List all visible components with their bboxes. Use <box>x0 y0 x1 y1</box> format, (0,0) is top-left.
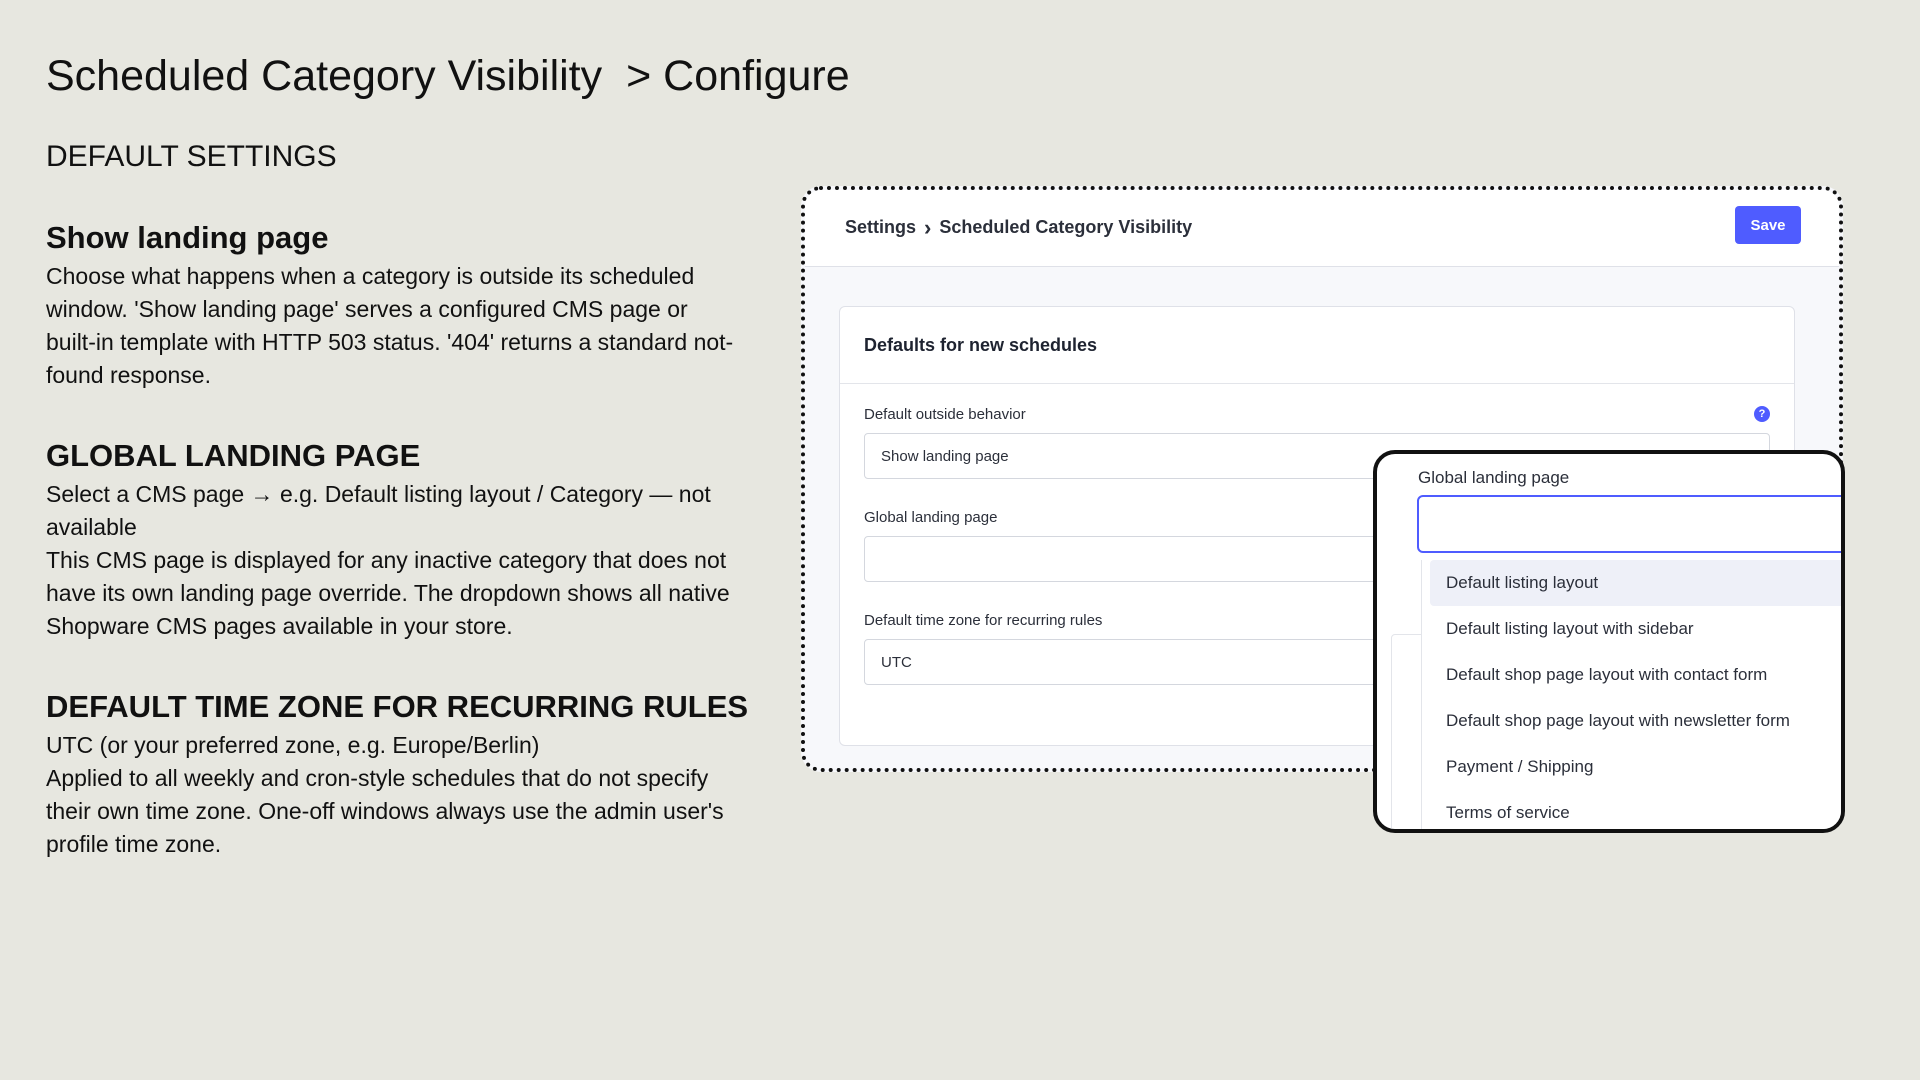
outside-behavior-select[interactable]: Show landing page <box>864 433 1770 479</box>
field-label: Global landing page <box>864 509 998 526</box>
section-label: DEFAULT SETTINGS <box>46 140 337 173</box>
field-label: Default time zone for recurring rules <box>864 612 1103 629</box>
dropdown-option[interactable]: Payment / Shipping <box>1446 757 1594 776</box>
block-heading: Show landing page <box>46 220 329 255</box>
block-show-landing-page <box>46 220 766 392</box>
chevron-right-icon: › <box>924 214 932 240</box>
block-default-time-zone <box>46 689 766 861</box>
block-line: have its own landing page override. The dropdown shows all native <box>46 580 730 606</box>
block-line: Select a CMS page → e.g. Default listing layout / Category — not <box>46 481 711 507</box>
dropdown-option[interactable]: Terms of service <box>1446 803 1570 822</box>
block-line: window. 'Show landing page' serves a configured CMS page or <box>46 296 688 322</box>
block-text <box>46 260 766 392</box>
block-line: This CMS page is displayed for any inactive category that does not <box>46 547 727 573</box>
block-line: built-in template with HTTP 503 status. '404' returns a standard not- <box>46 329 734 355</box>
dropdown-option[interactable]: Default listing layout <box>1430 560 1845 606</box>
block-line: UTC (or your preferred zone, e.g. Europe/Berlin) <box>46 732 540 758</box>
breadcrumb-settings[interactable]: Settings <box>845 217 917 237</box>
dropdown-label: Global landing page <box>1418 468 1570 487</box>
field-label: Default outside behavior <box>864 406 1026 423</box>
page-title <box>46 52 850 101</box>
help-icon[interactable]: ? <box>1754 406 1770 422</box>
panel-title: Defaults for new schedules <box>840 307 1794 384</box>
dropdown-options <box>1421 560 1845 833</box>
dropdown-option[interactable]: Default shop page layout with contact form <box>1446 665 1768 684</box>
dropdown-zoom-callout <box>1373 450 1845 833</box>
time-zone-select[interactable]: UTC <box>864 639 1770 685</box>
block-text <box>46 478 766 643</box>
dropdown-option[interactable]: Default listing layout with sidebar <box>1446 619 1694 638</box>
block-line: Shopware CMS pages available in your store. <box>46 613 513 639</box>
block-global-landing-page <box>46 438 766 643</box>
settings-description <box>46 220 766 907</box>
block-line: available <box>46 514 137 540</box>
block-line: their own time zone. One-off windows always use the admin user's <box>46 798 724 824</box>
landing-page-search-input[interactable] <box>1417 495 1845 553</box>
breadcrumb-current: Scheduled Category Visibility <box>939 217 1193 237</box>
block-line: profile time zone. <box>46 831 222 857</box>
breadcrumb <box>845 214 1193 240</box>
block-line: Applied to all weekly and cron-style schedules that do not specify <box>46 765 709 791</box>
dropdown-option[interactable]: Default shop page layout with newsletter form <box>1446 711 1790 730</box>
page-title-text: Scheduled Category Visibility <box>46 52 603 100</box>
block-heading: GLOBAL LANDING PAGE <box>46 438 421 473</box>
block-heading: DEFAULT TIME ZONE FOR RECURRING RULES <box>46 689 749 724</box>
admin-topbar <box>805 190 1839 267</box>
page-title-crumb: > Configure <box>626 52 850 100</box>
save-button[interactable]: Save <box>1735 206 1801 244</box>
block-text <box>46 729 766 861</box>
block-line: found response. <box>46 362 211 388</box>
block-line: Choose what happens when a category is outside its scheduled <box>46 263 695 289</box>
